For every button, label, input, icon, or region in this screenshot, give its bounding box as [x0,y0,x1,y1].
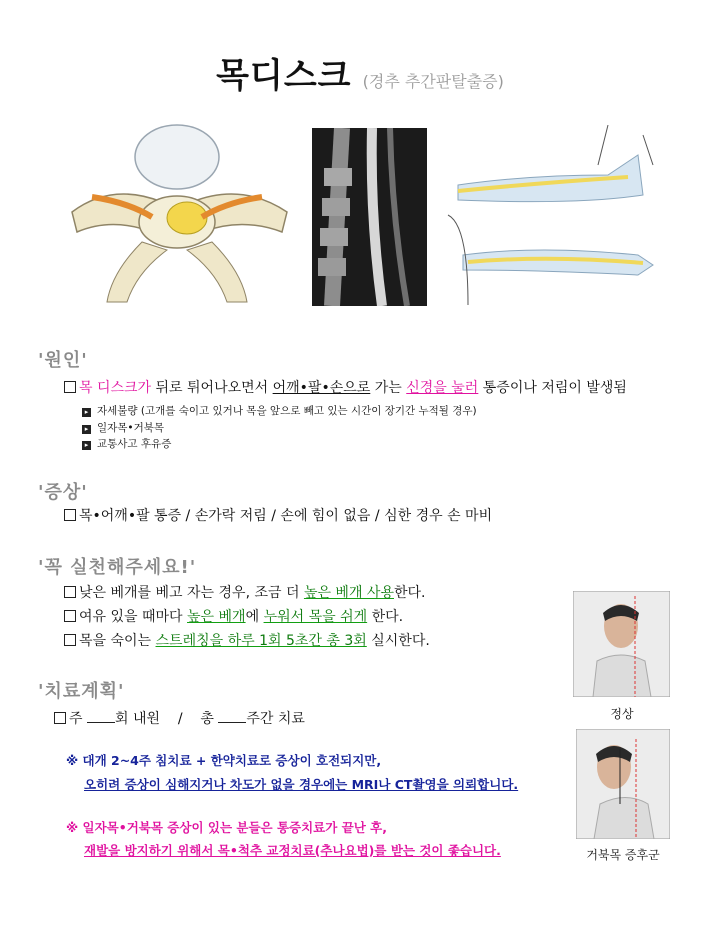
note-1-line-2: 오히려 증상이 심해지거나 차도가 없을 경우에는 MRI나 CT촬영을 의뢰합니다. [84,777,519,792]
normal-posture-caption: 정상 [610,707,634,721]
practice-line-3: 목을 숙이는 스트레칭을 하루 1회 5초간 총 3회 실시한다. [64,630,430,650]
visits-blank[interactable] [87,710,115,723]
cause-part-1: 목 디스크가 [79,380,152,396]
cause-item: ▸ 자세불량 (고개를 숙이고 있거나 목을 앞으로 빼고 있는 시간이 장기간 누적될 경우) [82,403,477,418]
practice-line-1: 낮은 베개를 베고 자는 경우, 조금 더 높은 베개 사용한다. [64,582,425,602]
cause-main-line [64,377,627,397]
note-2-line-2: 재발을 방지하기 위해서 목•척추 교정치료(추나요법)를 받는 것이 좋습니다. [84,843,501,858]
checkbox-icon [64,509,76,521]
checkbox-icon [64,634,76,646]
page-title [0,48,720,97]
turtle-neck-caption: 거북목 증후군 [586,848,660,862]
note-1-line-1: ※ 대개 2~4주 침치료 + 한약치료로 증상이 호전되지만, [66,753,382,768]
symptom-line: 목•어깨•팔 통증 / 손가락 저림 / 손에 힘이 없음 / 심한 경우 손 마비 [64,505,492,525]
cause-part-5: 신경을 눌러 [406,380,479,396]
cause-heading: '원인' [38,350,88,371]
bullet-icon: ▸ [82,425,91,434]
cause-part-3: 어깨•팔•손으로 [272,380,371,396]
checkbox-icon [64,586,76,598]
cause-part-2: 뒤로 튀어나오면서 [151,380,273,396]
title-subtitle: (경추 추간판탈출증) [362,72,504,91]
turtle-neck-photo [576,729,670,839]
treatment-heading: '치료계획' [38,681,125,702]
bullet-icon: ▸ [82,441,91,450]
vertebra-illustration [52,122,302,312]
cause-part-4: 가는 [370,380,407,396]
note-2-line-1: ※ 일자목•거북목 증상이 있는 분들은 통증치료가 끝난 후, [66,820,388,835]
cause-part-6: 통증이나 저림이 발생됨 [478,380,627,396]
bullet-icon: ▸ [82,408,91,417]
checkbox-icon [64,610,76,622]
normal-posture-photo [573,591,670,697]
practice-line-2: 여유 있을 때마다 높은 베개에 누워서 목을 쉬게 한다. [64,606,403,626]
symptom-heading: '증상' [38,482,88,503]
checkbox-icon [54,712,66,724]
treatment-plan-line: 주 회 내원 / 총 주간 치료 [54,708,305,728]
cause-item: ▸ 교통사고 후유증 [82,436,171,451]
weeks-blank[interactable] [218,710,246,723]
checkbox-icon [64,381,76,393]
cause-item: ▸ 일자목•거북목 [82,420,164,435]
mri-image [312,128,427,306]
arm-nerve-diagram [438,125,663,310]
title-main: 목디스크 [216,56,352,96]
practice-heading: '꼭 실천해주세요!' [38,557,197,578]
